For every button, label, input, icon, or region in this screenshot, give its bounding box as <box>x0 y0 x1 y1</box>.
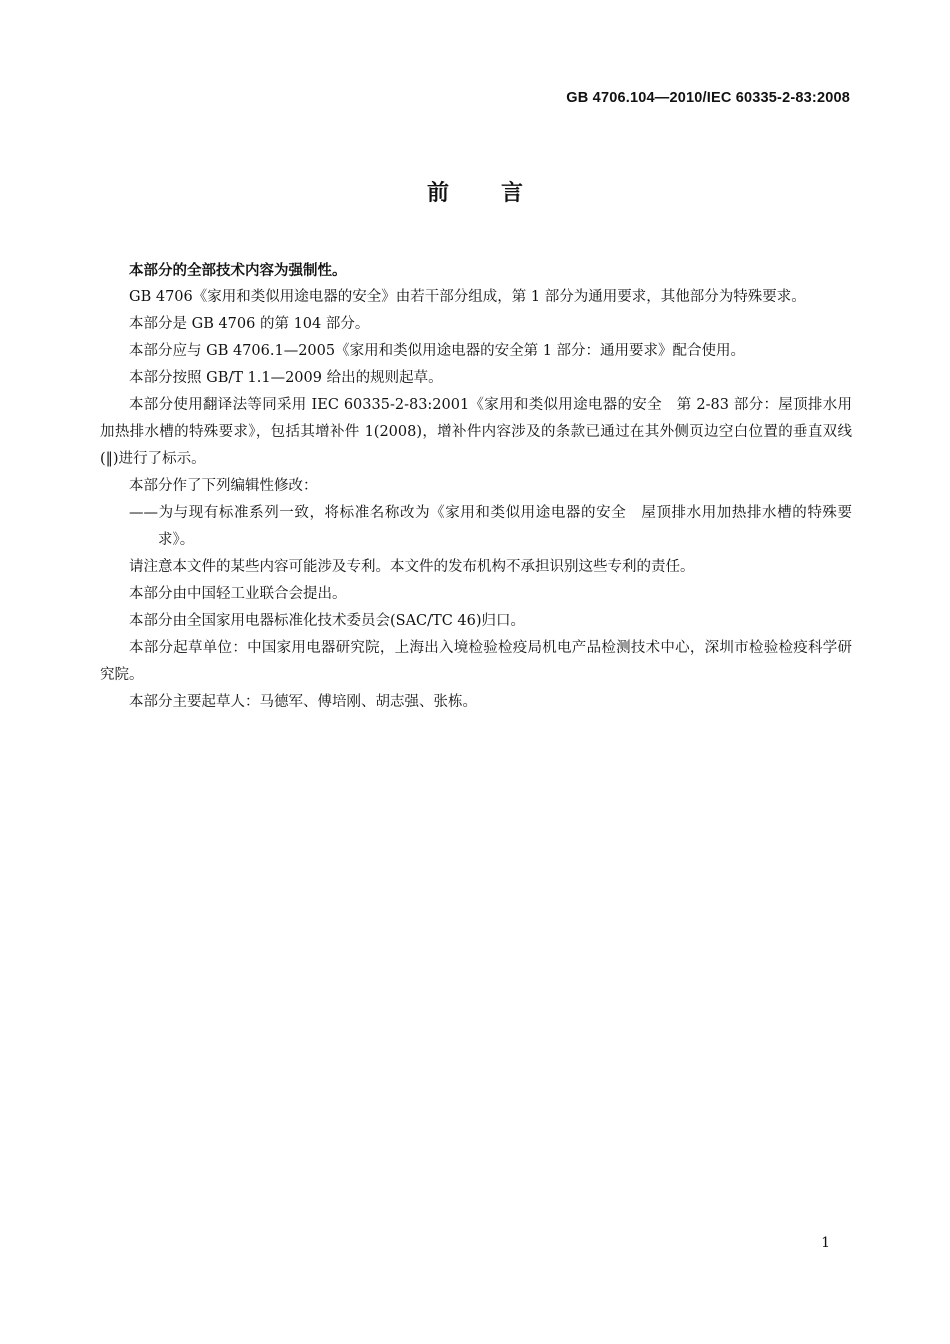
page-number: 1 <box>821 1235 830 1251</box>
paragraph-proposer: 本部分由中国轻工业联合会提出。 <box>129 586 347 602</box>
standard-code: GB 4706.104—2010/IEC 60335-2-83:2008 <box>566 90 850 106</box>
page-title: 前言 <box>426 181 575 206</box>
paragraph-adoption: 本部分使用翻译法等同采用 IEC 60335-2-83:2001《家用和类似用途电器的安全 第 2-83 部分：屋顶排水用加热排水槽的特殊要求》，包括其增补件 1(2008)，增补件内容涉及的条款已通过在其外侧页边空白位置的垂直双线(‖)进行了标示。 <box>100 397 852 467</box>
list-item-edit: ——为与现有标准系列一致，将标准名称改为《家用和类似用途电器的安全 屋顶排水用加热排水槽的特殊要求》。 <box>129 505 852 548</box>
paragraph-mandatory: 本部分的全部技术内容为强制性。 <box>129 262 347 279</box>
paragraph-edits-intro: 本部分作了下列编辑性修改： <box>129 478 318 494</box>
paragraph-patent-notice: 请注意本文件的某些内容可能涉及专利。本文件的发布机构不承担识别这些专利的责任。 <box>129 559 695 575</box>
document-body <box>100 257 852 716</box>
paragraph-composition: GB 4706《家用和类似用途电器的安全》由若干部分组成，第 1 部分为通用要求，其他部分为特殊要求。 <box>129 289 806 305</box>
paragraph-committee: 本部分由全国家用电器标准化技术委员会(SAC/TC 46)归口。 <box>129 613 526 629</box>
paragraph-drafters: 本部分主要起草人：马德军、傅培刚、胡志强、张栋。 <box>129 694 477 710</box>
paragraph-drafting-units: 本部分起草单位：中国家用电器研究院，上海出入境检验检疫局机电产品检测技术中心，深圳市检验检疫科学研究院。 <box>100 640 852 683</box>
paragraph-part-number: 本部分是 GB 4706 的第 104 部分。 <box>129 316 370 332</box>
paragraph-usage: 本部分应与 GB 4706.1—2005《家用和类似用途电器的安全第 1 部分：通用要求》配合使用。 <box>129 343 746 359</box>
paragraph-drafting-rules: 本部分按照 GB/T 1.1—2009 给出的规则起草。 <box>129 370 443 386</box>
